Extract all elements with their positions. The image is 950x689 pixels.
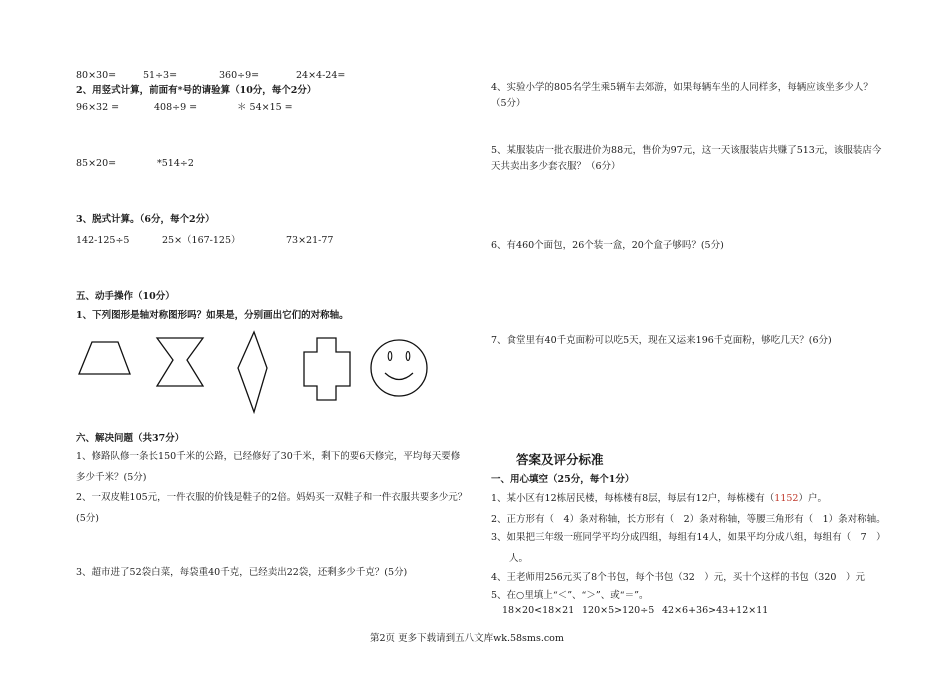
page-footer: 第2页 更多下载请到五八文库wk.58sms.com — [370, 633, 564, 644]
problem-text: 4、实验小学的805名学生乘5辆车去郊游，如果每辆车坐的人同样多，每辆应该坐多少人？ — [491, 82, 873, 93]
answer-line: 4、王老师用256元买了8个书包，每个书包（32 ）元，买十个这样的书包（320 ）元 — [491, 572, 865, 583]
answer-line: 3、如果把三年级一班同学平均分成四组，每组有14人，如果平均分成八组，每组有（ 7 ） — [491, 532, 886, 543]
problem-text: 7、食堂里有40千克面粉可以吃5天，现在又运来196千克面粉，够吃几天？(6分) — [491, 335, 832, 346]
answer-line: 2、正方形有（ 4）条对称轴，长方形有（ 2）条对称轴，等腰三角形有（ 1）条对称轴。 — [491, 514, 886, 525]
question-title: 2、用竖式计算，前面有*号的请验算（10分，每个2分） — [76, 85, 317, 96]
calc-item: *514÷2 — [157, 158, 194, 169]
answer-item: 18×20<18×21 — [502, 605, 575, 616]
question-title: 3、脱式计算。（6分，每个2分） — [76, 214, 215, 225]
shapes-figure — [70, 330, 440, 420]
calc-item: 51÷3= — [143, 70, 178, 81]
answer-item: 120×5>120÷5 — [582, 605, 655, 616]
smiley-face-shape — [371, 340, 427, 396]
answer-line: 人。 — [509, 553, 529, 564]
problem-text: 多少千米？(5分) — [76, 472, 147, 483]
problem-text: （5分） — [491, 98, 526, 109]
calc-item: 85×20= — [76, 158, 117, 169]
problem-text: (5分) — [76, 513, 99, 524]
calc-item: 96×32 = — [76, 102, 120, 113]
trapezoid-shape — [79, 342, 130, 374]
kite-shape — [238, 332, 267, 412]
calc-item: 142-125÷5 — [76, 235, 130, 246]
calc-item: 25×（167-125） — [162, 235, 241, 246]
bowtie-shape — [157, 338, 203, 386]
problem-text: 1、修路队修一条长150千米的公路，已经修好了30千米，剩下的要6天修完，平均每天要修 — [76, 451, 461, 462]
calc-item: 80×30= — [76, 70, 117, 81]
answer-line: 1、某小区有12栋居民楼，每栋楼有8层，每层有12户，每栋楼有（1152）户。 — [491, 493, 827, 504]
problem-text: 5、某服装店一批衣服进价为88元，售价为97元，这一天该服装店共赚了513元，该服装店今 — [491, 145, 882, 156]
calc-item: 73×21-77 — [286, 235, 334, 246]
answer-line: 5、在○里填上“＜”、“＞”、或“＝”。 — [491, 590, 649, 601]
problem-text: 天共卖出多少套衣服？（6分） — [491, 161, 621, 172]
section-title: 五、动手操作（10分） — [76, 291, 175, 302]
section-title: 一、用心填空（25分，每个1分） — [491, 474, 635, 485]
calc-item: ＊ 54×15 = — [237, 102, 293, 113]
question-title: 1、下列图形是轴对称图形吗？如果是，分别画出它们的对称轴。 — [76, 310, 349, 321]
calc-item: 24×4-24= — [296, 70, 346, 81]
problem-text: 6、有460个面包，26个装一盒，20个盒子够吗？(5分) — [491, 240, 724, 251]
problem-text: 3、超市进了52袋白菜，每袋重40千克，已经卖出22袋，还剩多少千克？(5分) — [76, 567, 408, 578]
answer-value: 1152 — [774, 493, 799, 504]
answer-item: 42×6+36>43+12×11 — [662, 605, 769, 616]
calc-item: 408÷9 = — [154, 102, 198, 113]
problem-text: 2、一双皮鞋105元，一件衣服的价钱是鞋子的2倍。妈妈买一双鞋子和一件衣服共要多少元？ — [76, 492, 468, 503]
calc-item: 360÷9= — [219, 70, 260, 81]
section-title: 六、解决问题（共37分） — [76, 433, 185, 444]
answer-title: 答案及评分标准 — [516, 452, 604, 467]
cross-shape — [304, 338, 350, 400]
